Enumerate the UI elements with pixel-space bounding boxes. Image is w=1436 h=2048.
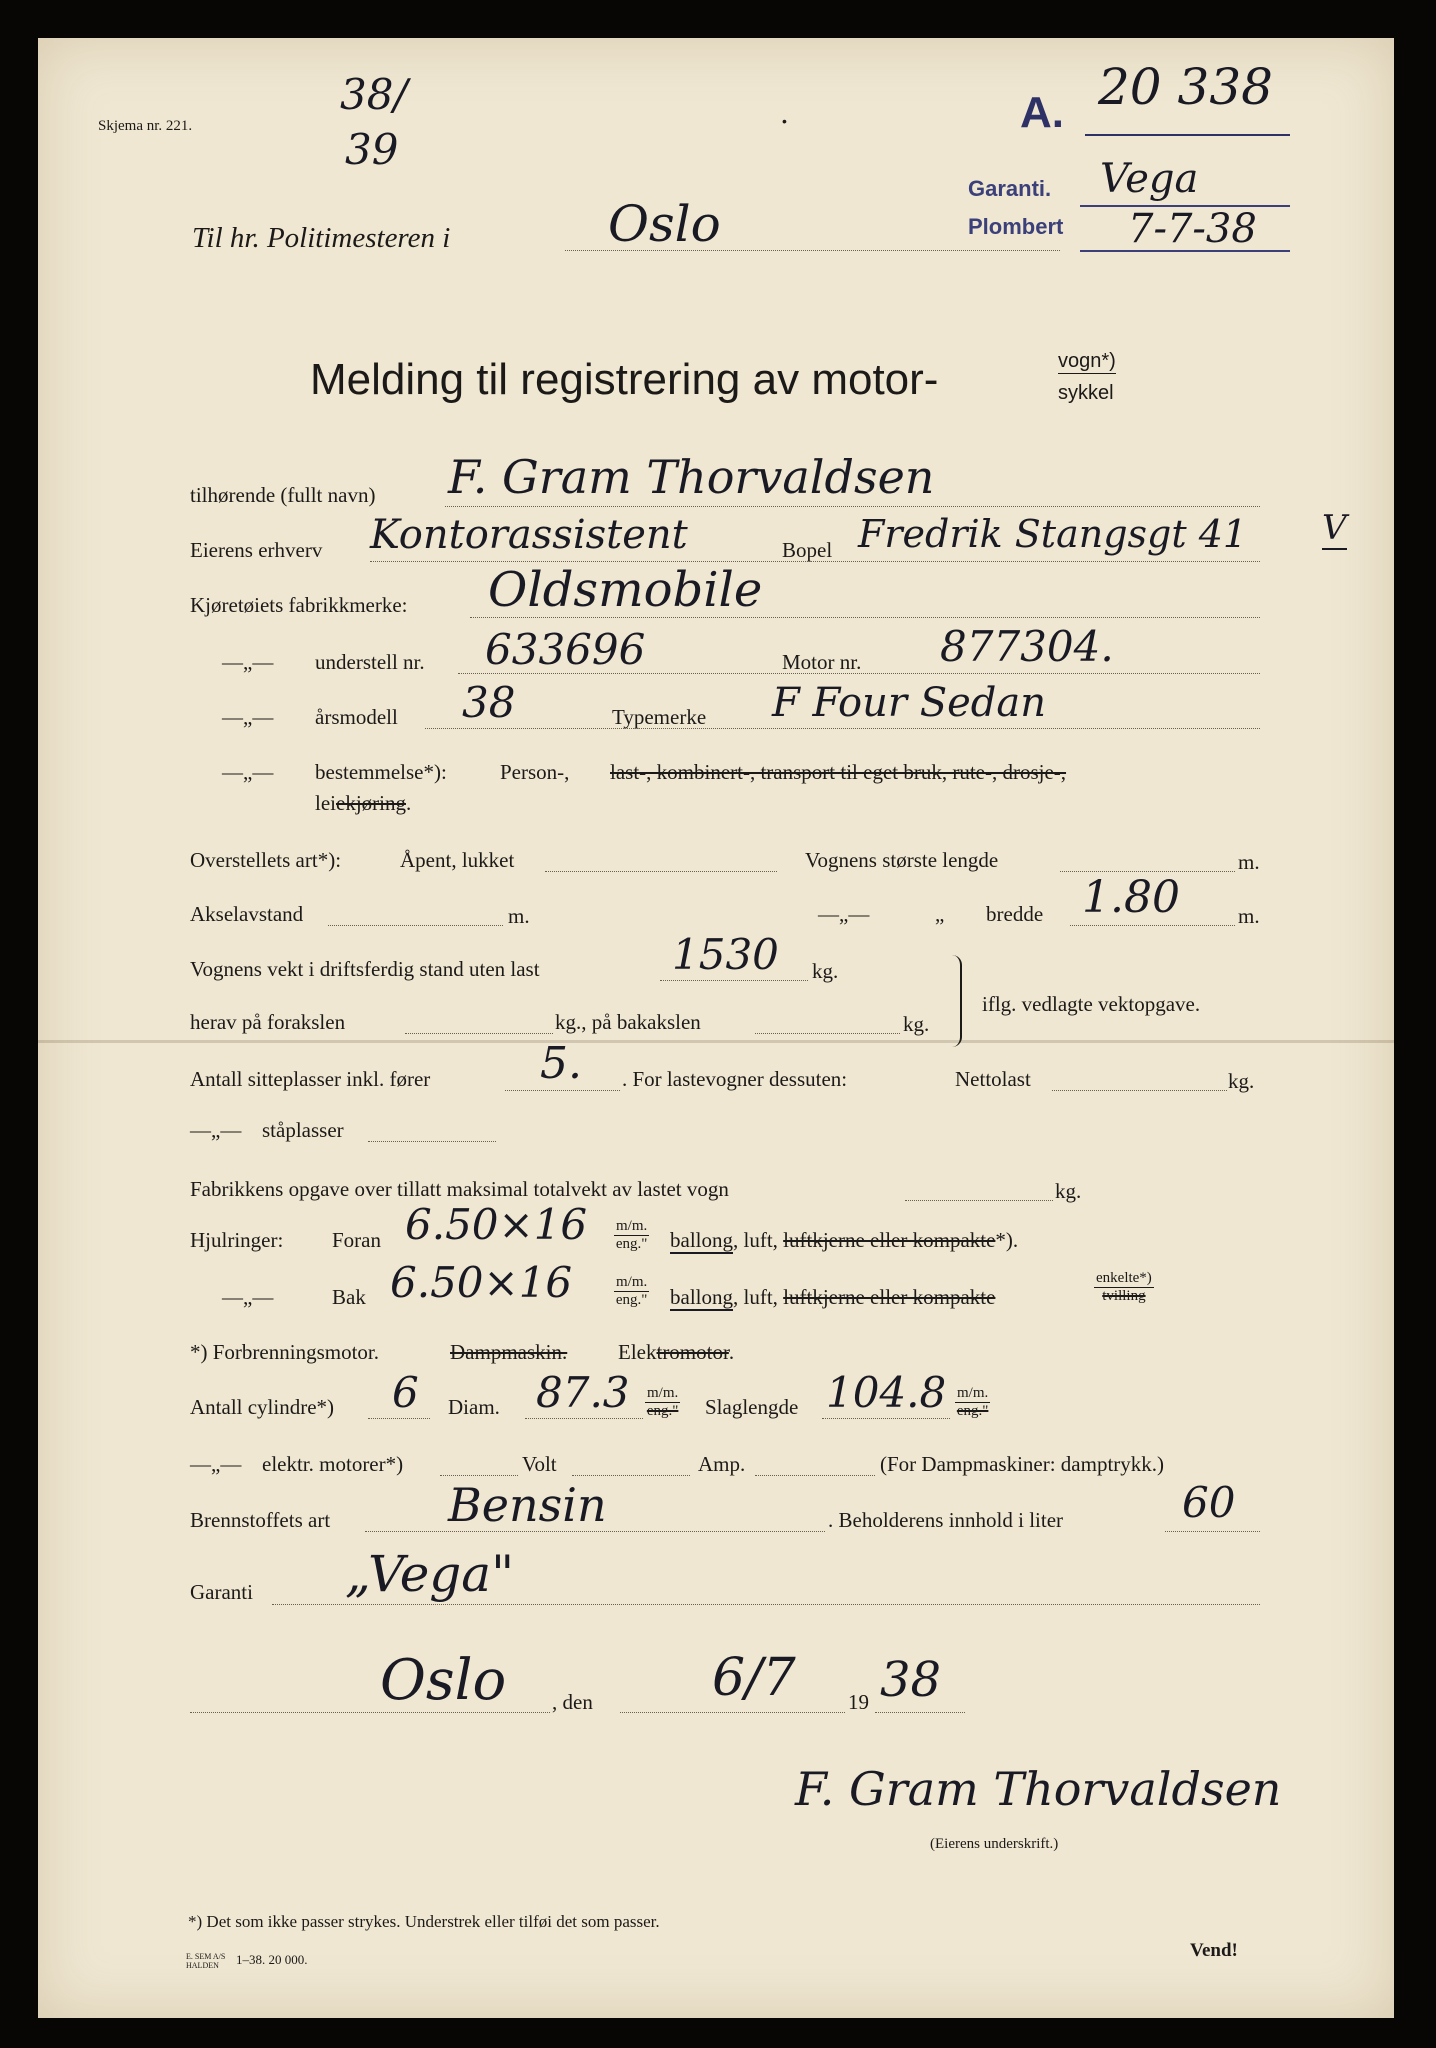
max-weight-label: Fabrikkens opgave over tillatt maksimal totalvekt av lastet vogn bbox=[190, 1177, 729, 1201]
width-unit: m. bbox=[1238, 904, 1260, 928]
elec-label: elektr. motorer*) bbox=[262, 1452, 404, 1476]
year-line bbox=[425, 728, 1260, 729]
reg-number: 20 338 bbox=[1098, 58, 1273, 116]
signature-caption: (Eierens underskrift.) bbox=[930, 1836, 1059, 1852]
purpose-lei: leiekjøring. bbox=[315, 791, 412, 815]
owner-label: tilhørende (fullt navn) bbox=[190, 483, 376, 507]
paper-fold bbox=[38, 1040, 1394, 1043]
residence-value: Fredrik Stangsgt 41 bbox=[858, 512, 1248, 556]
diam-label: Diam. bbox=[448, 1395, 500, 1419]
steam-label: (For Dampmaskiner: damptrykk.) bbox=[880, 1452, 1165, 1476]
weight-bracket bbox=[950, 955, 962, 1047]
length-label: Vognens største lengde bbox=[805, 848, 999, 872]
ink-spot: • bbox=[782, 113, 787, 129]
tires-label: Hjulringer: bbox=[190, 1228, 284, 1252]
doc-ref-bottom: 39 bbox=[345, 125, 399, 174]
guarantee-label: Garanti bbox=[190, 1580, 253, 1604]
tires-rear-type: ballong, luft, luftkjerne eller kompakte bbox=[670, 1285, 996, 1309]
ditto-5: —„— bbox=[190, 1118, 242, 1142]
owner-value: F. Gram Thorvaldsen bbox=[448, 450, 935, 504]
width-quote: „ bbox=[935, 902, 945, 926]
ditto-2: —„— bbox=[222, 705, 274, 729]
weight-value: 1530 bbox=[672, 930, 779, 979]
volt-line bbox=[572, 1475, 690, 1476]
width-line bbox=[1070, 925, 1235, 926]
front-axle-label: herav på forakslen bbox=[190, 1010, 346, 1034]
motor-value: 877304. bbox=[940, 622, 1114, 671]
engine-steam: Dampmaskin. bbox=[450, 1340, 568, 1364]
stamp-plombert-value: 7-7-38 bbox=[1128, 206, 1257, 252]
make-value: Oldsmobile bbox=[488, 562, 763, 618]
seats-label: Antall sitteplasser inkl. fører bbox=[190, 1067, 431, 1091]
purpose-label: bestemmelse*): bbox=[315, 760, 447, 784]
tires-rear-value: 6.50×16 bbox=[390, 1258, 573, 1307]
signature-place: Oslo bbox=[380, 1648, 507, 1713]
signature-year-suffix: 38 bbox=[880, 1652, 942, 1708]
net-load-line bbox=[1052, 1090, 1227, 1091]
diam-line bbox=[525, 1418, 643, 1419]
length-unit: m. bbox=[1238, 850, 1260, 874]
fuel-label: Brennstoffets art bbox=[190, 1508, 331, 1532]
owner-line bbox=[445, 506, 1260, 507]
signature-year-prefix: 19 bbox=[848, 1690, 869, 1714]
weight-unit: kg. bbox=[812, 959, 839, 983]
max-weight-line bbox=[905, 1200, 1053, 1201]
chassis-label: understell nr. bbox=[315, 650, 425, 674]
owner-signature: F. Gram Thorvaldsen bbox=[795, 1762, 1282, 1816]
place-line bbox=[190, 1712, 550, 1713]
ditto-6: —„— bbox=[222, 1285, 274, 1309]
weight-label: Vognens vekt i driftsferdig stand uten last bbox=[190, 957, 540, 981]
stroke-label: Slaglengde bbox=[705, 1395, 799, 1419]
stroke-value: 104.8 bbox=[826, 1368, 947, 1417]
stroke-unit: m/m. eng." bbox=[956, 1385, 989, 1419]
year-line bbox=[875, 1712, 965, 1713]
standing-label: ståplasser bbox=[262, 1118, 344, 1142]
residence-label: Bopel bbox=[782, 538, 833, 562]
doc-ref-top: 38/ bbox=[340, 70, 408, 119]
tires-front-unit: m/m. eng." bbox=[615, 1218, 648, 1252]
ditto-1: —„— bbox=[222, 650, 274, 674]
cylinders-line bbox=[368, 1418, 430, 1419]
addressee: Til hr. Politimesteren i bbox=[192, 222, 451, 254]
make-label: Kjøretøiets fabrikkmerke: bbox=[190, 593, 408, 617]
purpose-person: Person-, bbox=[500, 760, 570, 784]
rear-axle-line bbox=[755, 1033, 900, 1034]
diam-unit: m/m. eng." bbox=[646, 1385, 679, 1419]
type-label: Typemerke bbox=[612, 705, 707, 729]
tank-line bbox=[1165, 1531, 1260, 1532]
engine-elek: Elektromotor. bbox=[618, 1340, 735, 1364]
guarantee-value: „Vega" bbox=[345, 1545, 515, 1603]
reg-number-line bbox=[1085, 134, 1290, 136]
date-line bbox=[620, 1712, 845, 1713]
year-value: 38 bbox=[462, 678, 516, 727]
reg-prefix: A. bbox=[1020, 88, 1064, 137]
ditto-4: —„— bbox=[818, 902, 870, 926]
cylinders-value: 6 bbox=[392, 1368, 419, 1417]
net-load-label: Nettolast bbox=[955, 1067, 1031, 1091]
body-label: Overstellets art*): bbox=[190, 848, 342, 872]
tires-rear-label: Bak bbox=[332, 1285, 366, 1309]
wheelbase-unit: m. bbox=[508, 904, 530, 928]
fuel-value: Bensin bbox=[448, 1478, 607, 1532]
tank-label: . Beholderens innhold i liter bbox=[828, 1508, 1064, 1532]
tires-front-type: ballong, luft, luftkjerne eller kompakte*). bbox=[670, 1228, 1019, 1252]
volt-label: Volt bbox=[522, 1452, 557, 1476]
tires-front-value: 6.50×16 bbox=[405, 1200, 588, 1249]
width-label: bredde bbox=[986, 902, 1044, 926]
turn-over: Vend! bbox=[1190, 1940, 1238, 1961]
year-label: årsmodell bbox=[315, 705, 398, 729]
standing-line bbox=[368, 1141, 496, 1142]
tires-front-label: Foran bbox=[332, 1228, 381, 1252]
max-weight-unit: kg. bbox=[1055, 1179, 1082, 1203]
stamp-garanti-label: Garanti. bbox=[968, 176, 1052, 201]
form-number: Skjema nr. 221. bbox=[98, 118, 193, 134]
rear-axle-label: kg., på bakakslen bbox=[555, 1010, 701, 1034]
body-line bbox=[545, 871, 777, 872]
signature-den: , den bbox=[552, 1690, 593, 1714]
engine-note: *) Forbrenningsmotor. bbox=[190, 1340, 379, 1364]
fuel-line bbox=[365, 1531, 825, 1532]
print-run: 1–38. 20 000. bbox=[236, 1952, 308, 1967]
title-option-vogn: vogn*) bbox=[1058, 350, 1116, 372]
wheelbase-line bbox=[328, 925, 503, 926]
truck-label: . For lastevogner dessuten: bbox=[622, 1067, 848, 1091]
city: Oslo bbox=[608, 195, 721, 253]
purpose-struck: last-, kombinert-, transport til eget bruk, rute-, drosje-, bbox=[610, 760, 1067, 784]
cylinders-label: Antall cylindre*) bbox=[190, 1395, 335, 1419]
amp-label: Amp. bbox=[698, 1452, 746, 1476]
rear-axle-unit: kg. bbox=[903, 1012, 930, 1036]
stroke-line bbox=[822, 1418, 950, 1419]
width-value: 1.80 bbox=[1082, 872, 1180, 923]
elec-line bbox=[440, 1475, 518, 1476]
city-line bbox=[565, 250, 1060, 251]
weight-note: iflg. vedlagte vektopgave. bbox=[982, 992, 1201, 1016]
stamp-garanti-value: Vega bbox=[1100, 156, 1199, 202]
net-load-unit: kg. bbox=[1228, 1069, 1255, 1093]
type-value: F Four Sedan bbox=[772, 680, 1047, 726]
tires-rear-unit: m/m. eng." bbox=[615, 1274, 648, 1308]
printer-name: E. SEM A/S HALDEN bbox=[186, 1952, 226, 1970]
tank-value: 60 bbox=[1182, 1478, 1236, 1527]
occupation-value: Kontorassistent bbox=[370, 512, 688, 558]
body-value: Åpent, lukket bbox=[400, 848, 515, 872]
stamp-plombert-line bbox=[1080, 250, 1290, 252]
make-line bbox=[470, 617, 1260, 618]
seats-line bbox=[505, 1090, 620, 1091]
ditto-7: —„— bbox=[190, 1452, 242, 1476]
stamp-plombert-label: Plombert bbox=[968, 214, 1064, 239]
wheelbase-label: Akselavstand bbox=[190, 902, 304, 926]
weight-line bbox=[660, 980, 808, 981]
form-title: Melding til registrering av motor- bbox=[310, 355, 939, 404]
footer-note: *) Det som ikke passer strykes. Understrek eller tilføi det som passer. bbox=[188, 1912, 660, 1931]
residence-floor: V bbox=[1322, 508, 1347, 548]
single-twin: enkelte*) tvilling bbox=[1096, 1270, 1152, 1304]
seats-value: 5. bbox=[540, 1038, 582, 1089]
signature-date: 6/7 bbox=[712, 1648, 796, 1708]
chassis-value: 633696 bbox=[485, 625, 646, 674]
amp-line bbox=[755, 1475, 875, 1476]
guarantee-line bbox=[272, 1604, 1260, 1605]
motor-label: Motor nr. bbox=[782, 650, 862, 674]
title-option-sykkel: sykkel bbox=[1058, 382, 1114, 404]
ditto-3: —„— bbox=[222, 760, 274, 784]
chassis-line bbox=[458, 673, 1260, 674]
front-axle-line bbox=[405, 1033, 553, 1034]
diam-value: 87.3 bbox=[536, 1368, 630, 1417]
occupation-label: Eierens erhverv bbox=[190, 538, 323, 562]
